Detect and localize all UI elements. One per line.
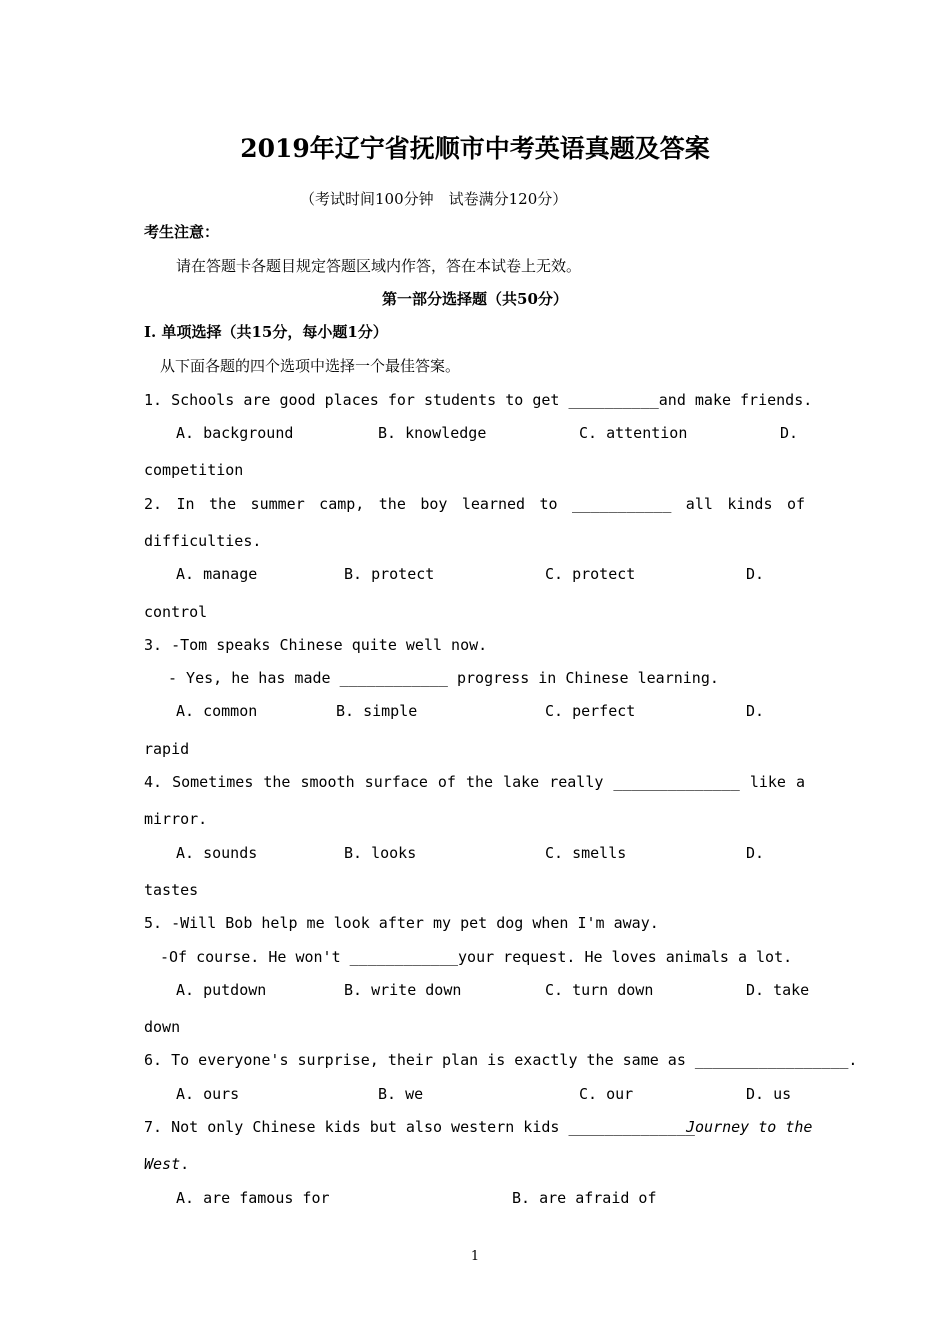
question-1-option-d: D. bbox=[780, 424, 799, 442]
question-4-option-d: D. bbox=[746, 844, 765, 862]
page-number: 1 bbox=[470, 1249, 480, 1264]
question-5-stem-response: -Of course. He won't ____________your request. He loves animals a lot. bbox=[160, 948, 793, 966]
question-4-option-c: C. smells bbox=[545, 844, 627, 862]
question-3-option-a: A. common bbox=[176, 702, 258, 720]
question-7-stem: 7. Not only Chinese kids but also western kids ______________ bbox=[144, 1118, 695, 1136]
notice-text: 请在答题卡各题目规定答题区域内作答，答在本试卷上无效。 bbox=[176, 257, 582, 275]
question-7-book-title: Journey to the bbox=[686, 1118, 813, 1136]
exam-info: （考试时间100分钟 试卷满分120分） bbox=[300, 190, 568, 208]
question-2-option-b: B. protect bbox=[344, 565, 435, 583]
question-3-stem-response: - Yes, he has made ____________ progress in Chinese learning. bbox=[168, 669, 719, 687]
question-5-option-d-wrap: down bbox=[144, 1018, 181, 1036]
question-6-stem: 6. To everyone's surprise, their plan is exactly the same as _________________. bbox=[144, 1051, 858, 1069]
question-5-option-d: D. take bbox=[746, 981, 810, 999]
question-6-option-c: C. our bbox=[579, 1085, 634, 1103]
document-title: 2019年辽宁省抚顺市中考英语真题及答案 bbox=[240, 134, 710, 163]
question-3-option-c: C. perfect bbox=[545, 702, 636, 720]
question-7-stem-wrap bbox=[144, 1154, 189, 1174]
notice-label: 考生注意： bbox=[144, 223, 220, 241]
question-6-option-a: A. ours bbox=[176, 1085, 240, 1103]
part-one-heading: 第一部分选择题（共50分） bbox=[382, 290, 568, 308]
section-one-instruction: 从下面各题的四个选项中选择一个最佳答案。 bbox=[160, 357, 461, 375]
question-2-option-c: C. protect bbox=[545, 565, 636, 583]
question-2-stem: 2. In the summer camp, the boy learned to ___________ all kinds of bbox=[144, 495, 805, 513]
question-1-option-d-wrap: competition bbox=[144, 461, 244, 479]
question-6-option-b: B. we bbox=[378, 1085, 424, 1103]
question-5-stem: 5. -Will Bob help me look after my pet dog when I'm away. bbox=[144, 914, 659, 932]
question-2-stem-wrap: difficulties. bbox=[144, 532, 262, 550]
question-3-option-d-wrap: rapid bbox=[144, 740, 190, 758]
question-3-option-b: B. simple bbox=[336, 702, 418, 720]
question-4-stem-wrap: mirror. bbox=[144, 810, 208, 828]
question-7-stem-end: . bbox=[180, 1155, 190, 1173]
question-4-stem: 4. Sometimes the smooth surface of the lake really ______________ like a bbox=[144, 773, 805, 791]
question-1-option-b: B. knowledge bbox=[378, 424, 487, 442]
question-4-option-d-wrap: tastes bbox=[144, 881, 199, 899]
question-7-option-a: A. are famous for bbox=[176, 1189, 330, 1207]
question-1-stem: 1. Schools are good places for students to get __________and make friends. bbox=[144, 391, 813, 409]
question-2-option-a: A. manage bbox=[176, 565, 258, 583]
question-5-option-a: A. putdown bbox=[176, 981, 267, 999]
question-6-option-d: D. us bbox=[746, 1085, 792, 1103]
question-2-option-d: D. bbox=[746, 565, 765, 583]
question-1-option-c: C. attention bbox=[579, 424, 688, 442]
section-one-heading: I. 单项选择（共15分，每小题1分） bbox=[144, 323, 388, 341]
question-5-option-b: B. write down bbox=[344, 981, 462, 999]
question-5-option-c: C. turn down bbox=[545, 981, 654, 999]
question-3-option-d: D. bbox=[746, 702, 765, 720]
question-7-option-b: B. are afraid of bbox=[512, 1189, 657, 1207]
question-4-option-a: A. sounds bbox=[176, 844, 258, 862]
question-3-stem: 3. -Tom speaks Chinese quite well now. bbox=[144, 636, 488, 654]
question-7-book-title-wrap: West bbox=[144, 1155, 181, 1173]
question-1-option-a: A. background bbox=[176, 424, 294, 442]
question-4-option-b: B. looks bbox=[344, 844, 417, 862]
question-2-option-d-wrap: control bbox=[144, 603, 208, 621]
